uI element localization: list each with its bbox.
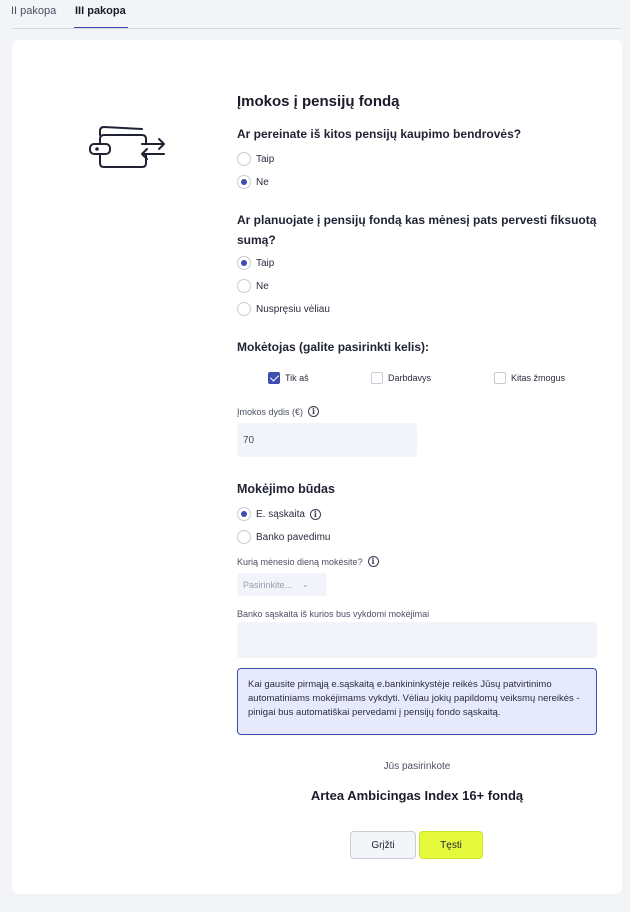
question-monthly: Ar planuojate į pensijų fondą kas mėnesį pats pervesti fiksuotą sumą? xyxy=(237,213,597,247)
radio-transfer-taip[interactable]: Taip xyxy=(237,151,274,167)
bank-account-label: Banko sąskaita iš kurios bus vykdomi mokėjimai xyxy=(237,609,430,619)
form-card xyxy=(12,40,622,894)
next-button[interactable]: Tęsti xyxy=(419,831,483,859)
radio-circle[interactable] xyxy=(237,152,251,166)
chosen-label: Jūs pasirinkote xyxy=(383,761,451,772)
tab-iii-pakopa[interactable]: III pakopa xyxy=(75,5,126,29)
checkbox-box[interactable] xyxy=(268,372,280,384)
radio-circle[interactable] xyxy=(237,256,251,270)
radio-circle[interactable] xyxy=(237,507,251,521)
radio-monthly-ne[interactable]: Ne xyxy=(237,278,269,294)
checkbox-darbdavys[interactable]: Darbdavys xyxy=(371,372,431,384)
checkbox-box[interactable] xyxy=(494,372,506,384)
wallet-transfer-icon xyxy=(88,113,168,173)
radio-circle[interactable] xyxy=(237,175,251,189)
chevron-down-icon: ⌄ xyxy=(302,580,309,589)
question-transfer: Ar pereinate iš kitos pensijų kaupimo bendrovės? xyxy=(237,127,522,141)
info-icon[interactable]: i xyxy=(368,556,379,567)
info-icon[interactable]: i xyxy=(308,406,319,417)
form-title: Įmokos į pensijų fondą xyxy=(237,93,400,110)
tab-ii-pakopa[interactable]: II pakopa xyxy=(11,5,57,17)
chosen-fund: Artea Ambicingas Index 16+ fondą xyxy=(310,788,524,803)
radio-monthly-later[interactable]: Nuspręsiu vėliau xyxy=(237,301,330,317)
info-icon[interactable]: i xyxy=(310,509,321,520)
radio-circle[interactable] xyxy=(237,279,251,293)
checkbox-box[interactable] xyxy=(371,372,383,384)
radio-circle[interactable] xyxy=(237,302,251,316)
bank-account-input[interactable] xyxy=(237,622,597,658)
e-invoice-notice: Kai gausite pirmąją e.sąskaitą e.bankininkystėje reikės Jūsų patvirtinimo automatiniams mokėjimams vykdyti. Vėliau jokių papildomų veiksmų nereikės - pinigai bus automatiškai pervedami į pensijų fondo sąskaitą. xyxy=(237,668,597,735)
checkbox-kitas-zmogus[interactable]: Kitas žmogus xyxy=(494,372,565,384)
payment-day-select[interactable]: Pasirinkite... ⌄ xyxy=(237,573,327,596)
tab-bar xyxy=(0,0,630,30)
amount-label: Įmokos dydis (€) i xyxy=(237,406,319,417)
radio-monthly-taip[interactable]: Taip xyxy=(237,255,274,271)
amount-input[interactable]: 70 xyxy=(237,423,417,457)
checkbox-tik-as[interactable]: Tik aš xyxy=(268,372,309,384)
tabs-divider xyxy=(12,28,621,29)
radio-banko-pavedimu[interactable]: Banko pavedimu xyxy=(237,529,331,545)
radio-circle[interactable] xyxy=(237,530,251,544)
payment-day-label: Kurią mėnesio dieną mokėsite? i xyxy=(237,556,379,567)
radio-e-saskaita[interactable]: E. sąskaita i xyxy=(237,506,321,522)
radio-transfer-ne[interactable]: Ne xyxy=(237,174,269,190)
back-button[interactable]: Grįžti xyxy=(350,831,416,859)
payment-method-title: Mokėjimo būdas xyxy=(237,482,335,496)
question-payer: Mokėtojas (galite pasirinkti kelis): xyxy=(237,340,430,354)
